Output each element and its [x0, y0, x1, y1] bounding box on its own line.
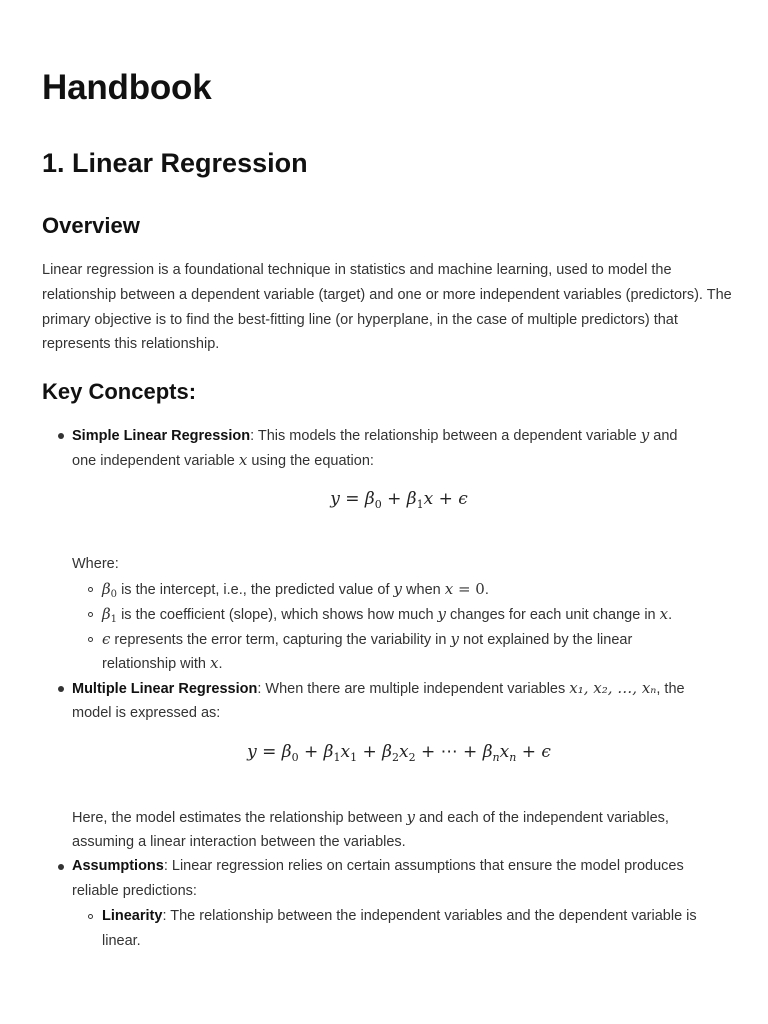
- key-concepts-heading: Key Concepts:: [42, 379, 197, 404]
- section-title: 1. Linear Regression: [42, 148, 308, 178]
- sub-bullet-marker: [88, 637, 93, 642]
- sub-bullet-marker: [88, 587, 93, 592]
- bullet-marker: [58, 686, 64, 692]
- error-term-item-line2: relationship with x.: [102, 654, 223, 672]
- overview-paragraph: Linear regression is a foundational technique in statistics and machine learning, used to model the relationship between a dependent variable (target) and one or more independent variables (predictors). The primary objective is to find the best-fitting line (or hyperplane, in the case of multiple predictors) that represents this relationship.: [42, 262, 732, 353]
- multiple-regression-equation: $y = \beta_0 + \beta_1x_1 + \beta_2x_2$ + ⋯ + $\beta_nx_n + \epsilon$: [247, 742, 551, 764]
- error-term-item: ϵ represents the error term, capturing the variability in y not explained by the linear: [102, 630, 633, 648]
- multiple-regression-explanation-line2: assuming a linear interaction between the variables.: [72, 834, 406, 850]
- bullet-marker: [58, 433, 64, 439]
- linearity-item: Linearity: The relationship between the independent variables and the dependent variable is: [102, 908, 697, 924]
- linearity-item-line2: linear.: [102, 933, 141, 949]
- slope-item: $\beta_1$ is the coefficient (slope), which shows how much y changes for each unit change in x.: [102, 605, 673, 625]
- page-title: Handbook: [42, 68, 212, 107]
- multiple-regression-explanation: Here, the model estimates the relationship between y and each of the independent variables,: [72, 808, 669, 826]
- multiple-regression-line1: Multiple Linear Regression: When there are multiple independent variables x₁, x₂, …, xₙ, the: [72, 679, 685, 697]
- intercept-item: $\beta_0$ is the intercept, i.e., the predicted value of y when x = 0.: [102, 580, 489, 600]
- simple-regression-line1: Simple Linear Regression: This models the relationship between a dependent variable y and: [72, 426, 678, 444]
- where-label: Where:: [72, 556, 119, 572]
- simple-regression-term: Simple Linear Regression: [72, 428, 251, 444]
- sub-bullet-marker: [88, 914, 93, 919]
- simple-regression-equation: $y = \beta_0 + \beta_1x + \epsilon$: [330, 489, 468, 511]
- assumptions-term: Assumptions: [72, 858, 164, 874]
- multiple-regression-term: Multiple Linear Regression: [72, 681, 258, 697]
- bullet-marker: [58, 864, 64, 870]
- linearity-term: Linearity: [102, 908, 163, 924]
- multiple-regression-line2: model is expressed as:: [72, 705, 221, 721]
- assumptions-line2: reliable predictions:: [72, 883, 197, 899]
- assumptions-line1: Assumptions: Linear regression relies on certain assumptions that ensure the model produces: [72, 858, 684, 874]
- simple-regression-line2: one independent variable x using the equation:: [72, 451, 374, 469]
- sub-bullet-marker: [88, 612, 93, 617]
- overview-heading: Overview: [42, 213, 140, 238]
